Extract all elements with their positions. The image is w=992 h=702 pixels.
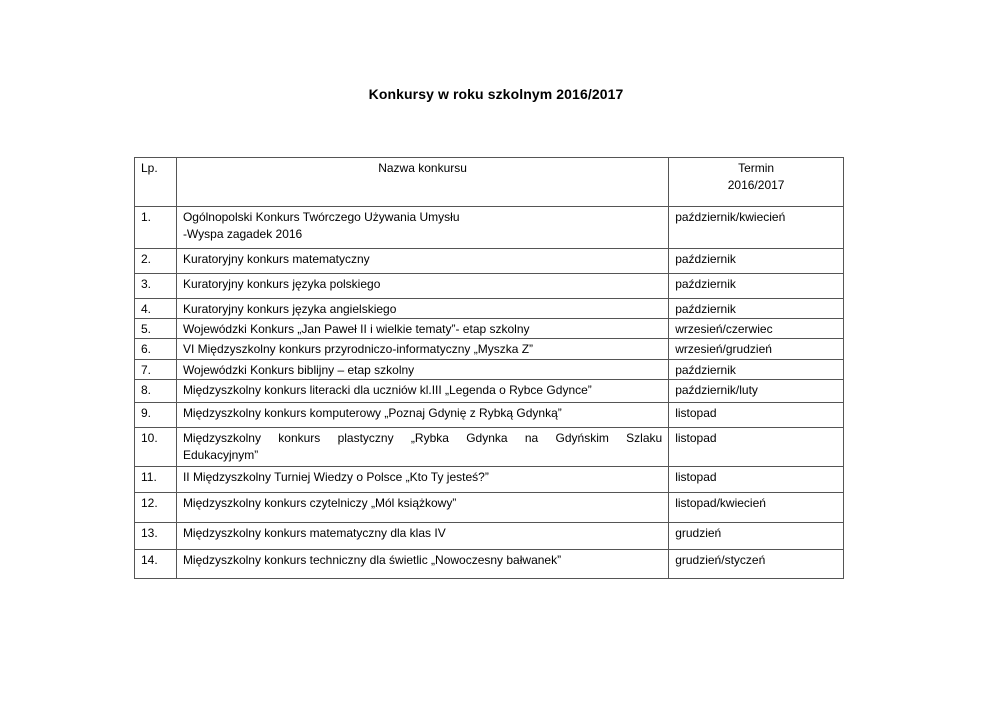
row-lp: 13. [135, 523, 177, 550]
row-lp: 6. [135, 339, 177, 360]
contests-table [134, 157, 844, 579]
row-term: październik [669, 249, 844, 274]
row-lp: 12. [135, 493, 177, 523]
row-lp: 8. [135, 380, 177, 403]
row-term: wrzesień/czerwiec [669, 319, 844, 339]
row-term: wrzesień/grudzień [669, 339, 844, 360]
row-lp: 7. [135, 360, 177, 380]
header-term [669, 158, 844, 207]
row-lp: 2. [135, 249, 177, 274]
row-lp: 11. [135, 467, 177, 493]
row-term: październik [669, 299, 844, 319]
row-lp: 3. [135, 274, 177, 299]
row-name: Wojewódzki Konkurs biblijny – etap szkolny [176, 360, 668, 380]
row-name-line2: -Wyspa zagadek 2016 [182, 227, 303, 241]
table-row [135, 467, 844, 493]
row-name-line1: Międzyszkolny konkurs plastyczny „Rybka Gdynka na Gdyńskim Szlaku [182, 431, 663, 445]
row-name: Wojewódzki Konkurs „Jan Paweł II i wielkie tematy”- etap szkolny [176, 319, 668, 339]
row-lp: 10. [135, 428, 177, 467]
row-term: październik/kwiecień [669, 207, 844, 249]
page-title: Konkursy w roku szkolnym 2016/2017 [368, 86, 624, 102]
table-row [135, 299, 844, 319]
row-name-line2: Edukacyjnym” [182, 448, 259, 462]
row-term: październik/luty [669, 380, 844, 403]
row-name-line1: Ogólnopolski Konkurs Twórczego Używania Umysłu [182, 210, 460, 224]
row-name: Międzyszkolny konkurs techniczny dla świetlic „Nowoczesny bałwanek” [176, 550, 668, 579]
row-name: Kuratoryjny konkurs języka polskiego [176, 274, 668, 299]
row-name: Międzyszkolny konkurs czytelniczy „Mól książkowy” [176, 493, 668, 523]
header-name: Nazwa konkursu [176, 158, 668, 207]
row-term: październik [669, 274, 844, 299]
table-row [135, 319, 844, 339]
row-name: Kuratoryjny konkurs matematyczny [176, 249, 668, 274]
table-row [135, 360, 844, 380]
header-term-line1: Termin [738, 161, 775, 175]
row-term: grudzień/styczeń [669, 550, 844, 579]
table-row [135, 274, 844, 299]
table-row [135, 380, 844, 403]
row-lp: 5. [135, 319, 177, 339]
row-name: Międzyszkolny konkurs literacki dla uczniów kl.III „Legenda o Rybce Gdynce” [176, 380, 668, 403]
row-name [176, 428, 668, 467]
row-term: listopad [669, 403, 844, 428]
table-row [135, 207, 844, 249]
row-lp: 9. [135, 403, 177, 428]
table-row [135, 523, 844, 550]
table-row [135, 249, 844, 274]
row-lp: 4. [135, 299, 177, 319]
table-row [135, 428, 844, 467]
row-name: VI Międzyszkolny konkurs przyrodniczo-informatyczny „Myszka Z” [176, 339, 668, 360]
row-name: Międzyszkolny konkurs matematyczny dla klas IV [176, 523, 668, 550]
table-row [135, 493, 844, 523]
header-lp: Lp. [135, 158, 177, 207]
table-row [135, 550, 844, 579]
row-term: grudzień [669, 523, 844, 550]
row-name: II Międzyszkolny Turniej Wiedzy o Polsce „Kto Ty jesteś?” [176, 467, 668, 493]
row-name: Międzyszkolny konkurs komputerowy „Poznaj Gdynię z Rybką Gdynką” [176, 403, 668, 428]
row-lp: 14. [135, 550, 177, 579]
row-name: Kuratoryjny konkurs języka angielskiego [176, 299, 668, 319]
row-term: listopad [669, 467, 844, 493]
row-lp: 1. [135, 207, 177, 249]
row-term: październik [669, 360, 844, 380]
row-term: listopad/kwiecień [669, 493, 844, 523]
row-term: listopad [669, 428, 844, 467]
table-header-row [135, 158, 844, 207]
row-name [176, 207, 668, 249]
table-row [135, 339, 844, 360]
table-row [135, 403, 844, 428]
header-term-line2: 2016/2017 [727, 178, 785, 192]
